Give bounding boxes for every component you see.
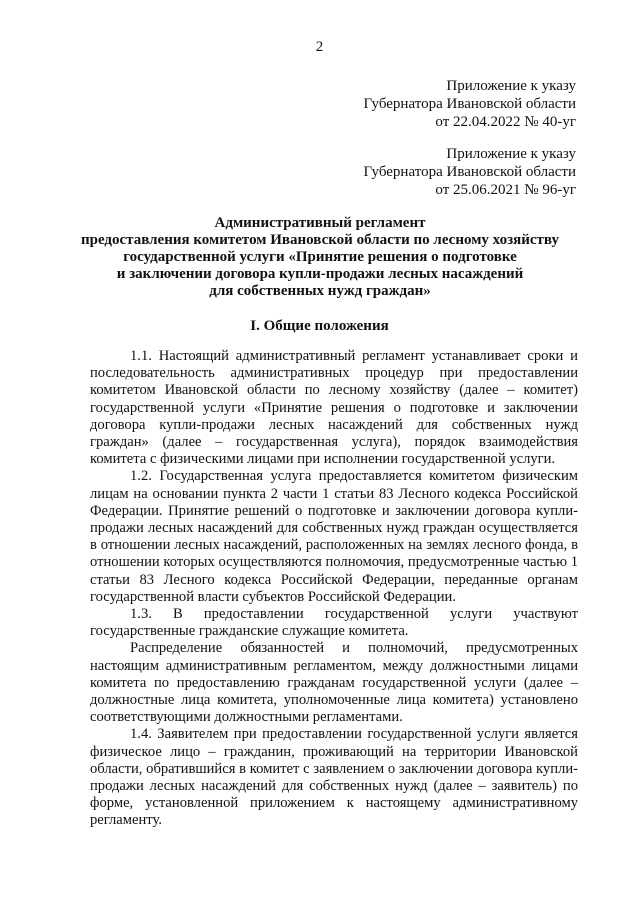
section-heading: I. Общие положения — [250, 318, 389, 334]
body-text — [90, 348, 578, 830]
paragraph-distribution: Распределение обязанностей и полномочий, предусмотренных настоящим административным регламентом, между должностными лицами комитета по предоставлению гражданам государственной услуги (далее – должностные лица комитета, уполномоченные лица комитета) установлено соответствующими должностными регламентами. — [90, 640, 578, 726]
paragraph-1-4: 1.4. Заявителем при предоставлении государственной услуги является физическое лицо – гражданин, проживающий на территории Ивановской области, обратившийся в комитет с заявлением о заключении договора купли-продажи лесных насаждений для собственных нужд (далее – заявитель) по форме, установленной приложением к настоящему административному регламенту. — [90, 726, 578, 829]
appendix-line: Приложение к указу — [446, 146, 576, 162]
title-line: предоставления комитетом Ивановской области по лесному хозяйству — [80, 232, 559, 248]
appendix-line: Приложение к указу — [446, 78, 576, 94]
appendix-note-current — [330, 77, 576, 131]
paragraph-1-3: 1.3. В предоставлении государственной услуги участвуют государственные гражданские служащие комитета. — [90, 606, 578, 640]
appendix-line: Губернатора Ивановской области — [363, 164, 576, 180]
appendix-date-line: от 25.06.2021 № 96-уг — [435, 182, 576, 198]
appendix-date-line: от 22.04.2022 № 40-уг — [435, 114, 576, 130]
paragraph-1-2: 1.2. Государственная услуга предоставляется комитетом физическим лицам на основании пункта 2 части 1 статьи 83 Лесного кодекса Российской Федерации. Принятие решений о подготовке и заключении договора купли-продажи лесных насаждений для собственных нужд граждан осуществляется в отношении лесных насаждений, расположенных на землях лесного фонда, в отношении которых осуществляются полномочия, предусмотренные частью 1 статьи 83 Лесного кодекса Российской Федерации, переданные органам государственной власти субъектов Российской Федерации. — [90, 468, 578, 605]
document-title — [60, 215, 580, 300]
page-number: 2 — [315, 39, 324, 55]
title-line: Административный регламент — [214, 215, 426, 231]
appendix-line: Губернатора Ивановской области — [363, 96, 576, 112]
title-line: государственной услуги «Принятие решения о подготовке — [123, 249, 517, 265]
title-line: и заключении договора купли-продажи лесных насаждений — [116, 266, 524, 282]
paragraph-1-1: 1.1. Настоящий административный регламент устанавливает сроки и последовательность административных процедур при предоставлении комитетом Ивановской области по лесному хозяйству (далее – комитет) государственной услуги «Принятие решения о подготовке и заключении договора купли-продажи лесных насаждений для собственных нужд граждан» (далее – государственная услуга), порядок взаимодействия комитета с физическими лицами при исполнении государственной услуги. — [90, 348, 578, 468]
appendix-note-original — [330, 145, 576, 199]
title-line: для собственных нужд граждан» — [209, 283, 431, 299]
